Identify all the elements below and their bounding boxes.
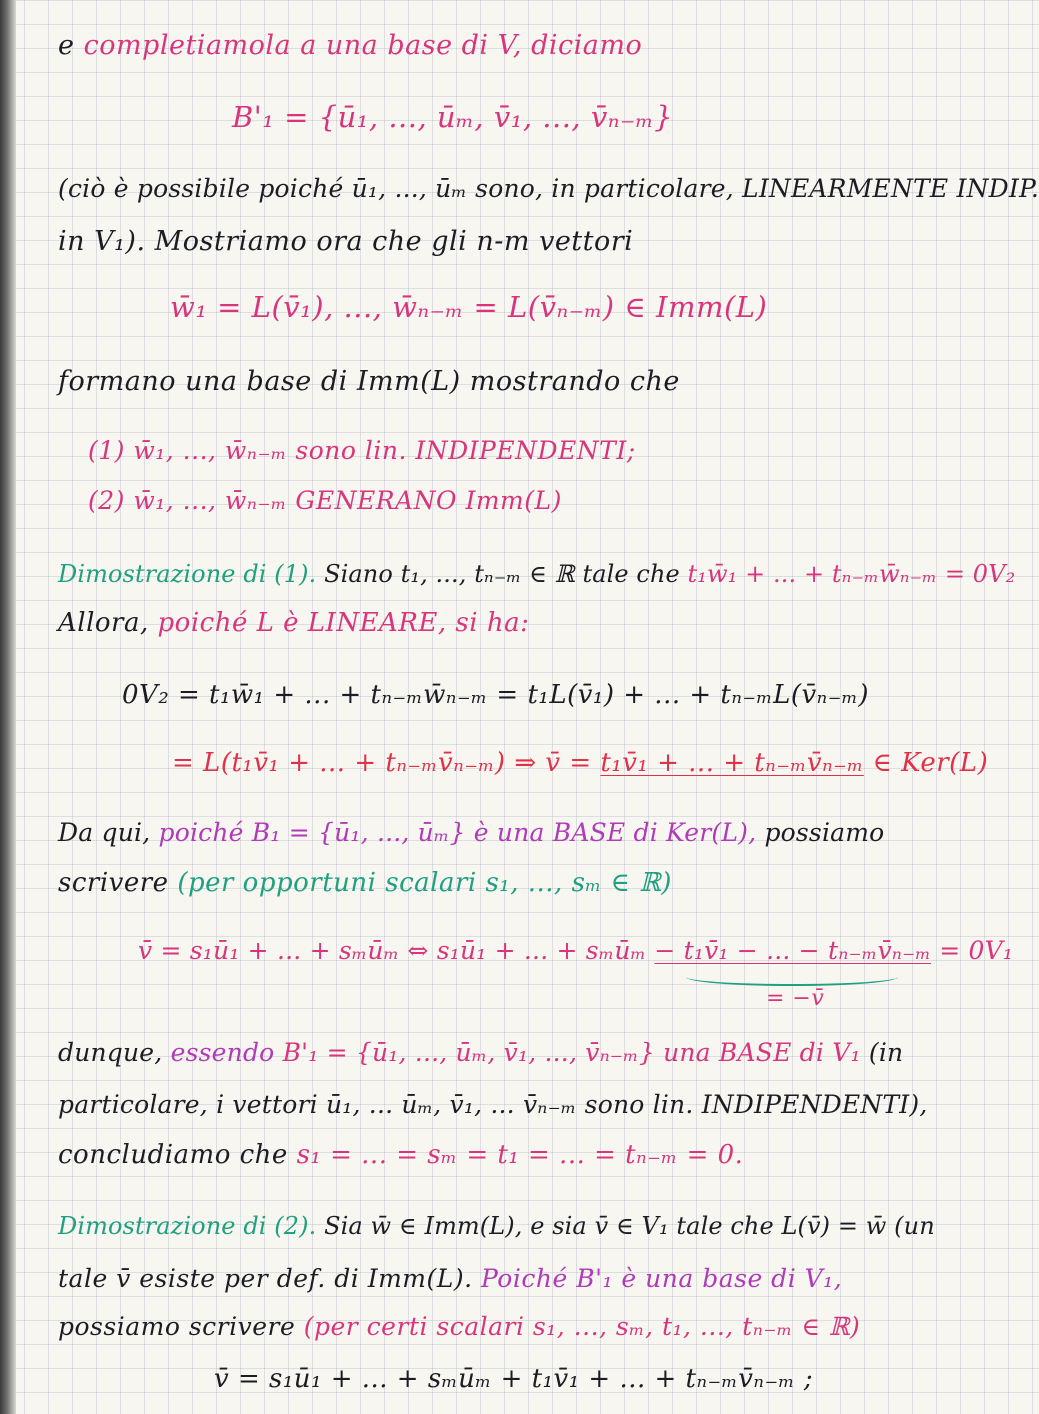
line-20 [58,1212,935,1240]
line-10 [58,608,529,638]
line-19 [58,1140,743,1170]
text-red: = L(t₁v̄₁ + ... + tₙ₋ₘv̄ₙ₋ₘ) ⇒ v̄ = [172,748,601,778]
text-ink: scrivere [58,868,169,898]
text-ink: e [58,30,75,61]
text-pink: v̄ = s₁ū₁ + ... + sₘūₘ ⇔ s₁ū₁ + ... + sₘūₘ [138,936,655,965]
text-pink: s₁ = ... = sₘ = t₁ = ... = tₙ₋ₘ = 0. [296,1140,744,1170]
notebook-binding-edge [0,0,16,1414]
line-21 [58,1264,842,1293]
line-06: formano una base di Imm(L) mostrando che [58,366,680,397]
text-ink: dunque, [58,1038,163,1067]
line-22 [58,1312,860,1341]
line-18: particolare, i vettori ū₁, ... ūₘ, v̄₁, ... v̄ₙ₋ₘ sono lin. INDIPENDENTI), [58,1090,928,1119]
text-pink: B'₁ = {ū₁, ..., ūₘ, v̄₁, ..., v̄ₙ₋ₘ} una BASE di V₁ [282,1038,861,1067]
line-17 [58,1038,903,1067]
line-03: (ciò è possibile poiché ū₁, ..., ūₘ sono, in particolare, LINEARMENTE INDIP. [58,174,1039,203]
text-pink: (per certi scalari s₁, ..., sₘ, t₁, ..., tₙ₋ₘ ∈ ℝ) [303,1312,861,1341]
text-ink: Siano t₁, ..., tₙ₋ₘ ∈ ℝ tale che [324,560,680,588]
text-ink: Da qui, [58,818,151,847]
proof-heading-1: Dimostrazione di (1). [58,560,317,588]
line-08-item-2: (2) w̄₁, ..., w̄ₙ₋ₘ GENERANO Imm(L) [88,486,562,515]
text-ink: possiamo scrivere [58,1312,296,1341]
text-pink: completiamola a una base di V, diciamo [83,30,643,61]
line-02-base-definition: B'₁ = {ū₁, ..., ūₘ, v̄₁, ..., v̄ₙ₋ₘ} [232,100,674,134]
text-red-underlined: t₁v̄₁ + ... + tₙ₋ₘv̄ₙ₋ₘ [600,748,864,778]
text-pink: t₁w̄₁ + ... + tₙ₋ₘw̄ₙ₋ₘ = 0V₂ [687,560,1016,588]
text-violet: poiché B₁ = {ū₁, ..., ūₘ} è una BASE di Ker(L), [158,818,757,847]
text-ink: possiamo [764,818,885,847]
line-13 [58,818,884,847]
line-11-equation: 0V₂ = t₁w̄₁ + ... + tₙ₋ₘw̄ₙ₋ₘ = t₁L(v̄₁) + ... + tₙ₋ₘL(v̄ₙ₋ₘ) [122,680,870,710]
line-16-brace-label: = −v̄ [766,986,825,1011]
line-23-equation: v̄ = s₁ū₁ + ... + sₘūₘ + t₁v̄₁ + ... + tₙ₋ₘv̄ₙ₋ₘ ; [214,1364,814,1394]
underbrace [686,968,898,986]
line-09 [58,560,1015,588]
text-ink: Sia w̄ ∈ Imm(L), e sia v̄ ∈ V₁ tale che L(v̄) = w̄ (un [324,1212,935,1240]
text-red: ∈ Ker(L) [863,748,989,778]
proof-heading-2: Dimostrazione di (2). [58,1212,317,1240]
line-14 [58,868,672,898]
line-12-equation [172,748,988,778]
text-violet: Poiché B'₁ è una base di V₁, [481,1264,843,1293]
line-15-equation [138,936,1013,965]
line-07-item-1: (1) w̄₁, ..., w̄ₙ₋ₘ sono lin. INDIPENDENTI; [88,436,636,465]
text-green: (per opportuni scalari s₁, ..., sₘ ∈ ℝ) [177,868,672,898]
text-ink: concludiamo che [58,1140,288,1170]
text-violet: essendo [170,1038,275,1067]
text-pink-underbraced: − t₁v̄₁ − ... − tₙ₋ₘv̄ₙ₋ₘ [654,936,932,965]
line-05-vectors-w: w̄₁ = L(v̄₁), ..., w̄ₙ₋ₘ = L(v̄ₙ₋ₘ) ∈ Imm(L) [170,290,768,324]
text-pink: poiché L è LINEARE, si ha: [157,608,530,638]
text-ink: Allora, [58,608,149,638]
text-ink: (in [868,1038,904,1067]
line-01 [58,30,642,61]
text-pink: = 0V₁ [931,936,1014,965]
line-04: in V₁). Mostriamo ora che gli n-m vettori [58,226,634,257]
text-ink: tale v̄ esiste per def. di Imm(L). [58,1264,473,1293]
